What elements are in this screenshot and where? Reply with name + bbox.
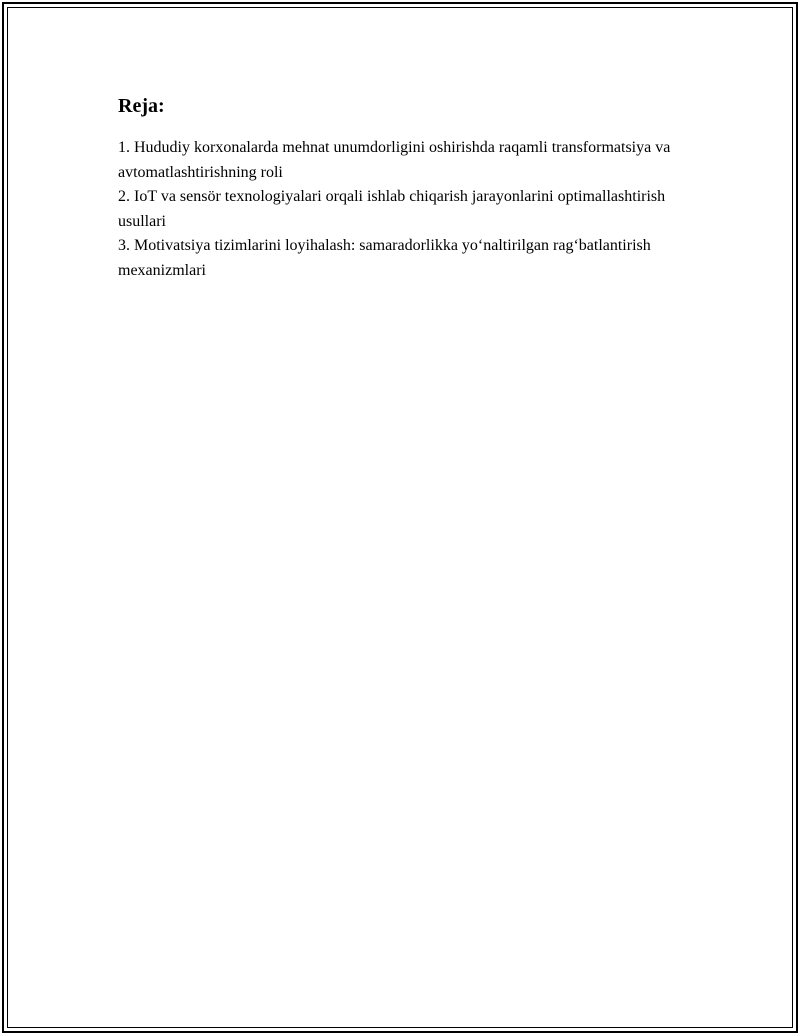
- plan-heading: Reja:: [118, 95, 165, 117]
- plan-item-3: 3. Motivatsiya tizimlarini loyihalash: samaradorlikka yo‘naltirilgan rag‘batlantirish mexanizmlari: [118, 237, 651, 279]
- plan-item-1: 1. Hududiy korxonalarda mehnat unumdorligini oshirishda raqamli transformatsiya va avtomatlashtirishning roli: [118, 139, 671, 181]
- plan-list: [118, 136, 678, 283]
- document-body: [118, 92, 678, 283]
- plan-item-2: 2. IoT va sensör texnologiyalari orqali ishlab chiqarish jarayonlarini optimallashtirish usullari: [118, 188, 666, 230]
